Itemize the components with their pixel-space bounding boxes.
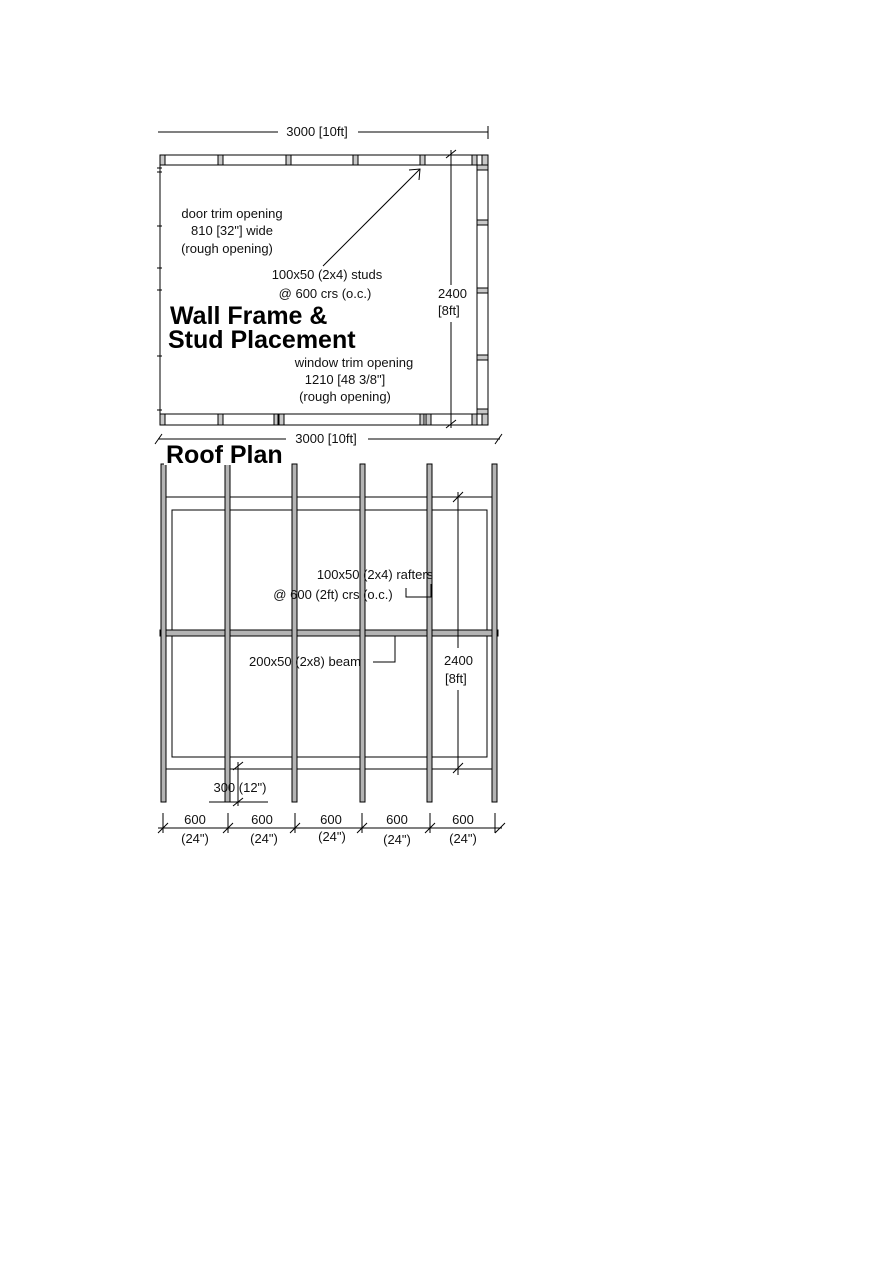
- rafter: [360, 464, 365, 802]
- bottom-plate-studs: [160, 414, 488, 425]
- stud: [477, 409, 488, 414]
- roof-plan-diagram: [155, 431, 505, 847]
- stud: [286, 155, 291, 165]
- stud: [482, 155, 488, 165]
- rafter: [292, 464, 297, 802]
- rafter: [225, 464, 230, 802]
- stud: [482, 414, 488, 425]
- door-opening-line-1: door trim opening: [181, 206, 283, 221]
- top-plate-studs: [160, 155, 488, 165]
- studs-leader-line: [323, 169, 420, 266]
- spacing-mm-5: 600: [452, 812, 474, 827]
- side-wall-studs: [477, 165, 488, 414]
- wall-height-label-1: 2400: [438, 286, 467, 301]
- stud: [477, 165, 488, 170]
- stud: [279, 414, 284, 425]
- stud: [420, 155, 425, 165]
- rafter: [427, 464, 432, 802]
- spacing-in-4: (24"): [383, 832, 411, 847]
- stud: [477, 288, 488, 293]
- stud: [472, 155, 477, 165]
- wall-width-dim-label: 3000 [10ft]: [286, 124, 348, 139]
- stud: [477, 220, 488, 225]
- spacing-mm-4: 600: [386, 812, 408, 827]
- spacing-mm-3: 600: [320, 812, 342, 827]
- beam-leader: [373, 636, 395, 662]
- rafter: [492, 464, 497, 802]
- stud: [472, 414, 477, 425]
- spacing-in-3: (24"): [318, 829, 346, 844]
- stud: [160, 155, 165, 165]
- rafter: [161, 464, 166, 802]
- stud: [477, 355, 488, 360]
- overhang-label: 300 (12"): [213, 780, 267, 795]
- studs-label-line-1: 100x50 (2x4) studs: [271, 267, 383, 282]
- roof-height-label-2: [8ft]: [445, 671, 467, 686]
- wall-frame-title-line-2: Stud Placement: [168, 326, 356, 354]
- wall-frame-diagram: [157, 124, 488, 428]
- window-opening-line-3: (rough opening): [299, 389, 391, 404]
- roof-height-label-1: 2400: [444, 653, 473, 668]
- wall-height-label-2: [8ft]: [438, 303, 460, 318]
- spacing-mm-1: 600: [184, 812, 206, 827]
- studs-label-line-2: @ 600 crs (o.c.): [278, 286, 372, 301]
- stud: [274, 414, 278, 425]
- stud: [160, 414, 165, 425]
- door-opening-line-3: (rough opening): [181, 241, 273, 256]
- spacing-in-2: (24"): [250, 831, 278, 846]
- stud: [353, 155, 358, 165]
- rafters-label-line-1: 100x50 (2x4) rafters: [316, 567, 434, 582]
- stud: [426, 414, 431, 425]
- spacing-mm-2: 600: [251, 812, 273, 827]
- spacing-in-1: (24"): [181, 831, 209, 846]
- spacing-labels: [180, 812, 479, 847]
- roof-beam: [160, 630, 498, 636]
- window-opening-line-1: window trim opening: [294, 355, 414, 370]
- stud: [218, 155, 223, 165]
- rafters-label-line-2: @ 600 (2ft) crs (o.c.): [273, 587, 393, 602]
- wall-frame-title-line-1: Wall Frame &: [170, 302, 328, 330]
- roof-plan-title: Roof Plan: [166, 441, 283, 469]
- spacing-in-5: (24"): [449, 831, 477, 846]
- stud: [420, 414, 424, 425]
- beam-label: 200x50 (2x8) beam: [248, 654, 362, 669]
- door-opening-line-2: 810 [32"] wide: [191, 223, 273, 238]
- stud: [218, 414, 223, 425]
- roof-width-dim-label: 3000 [10ft]: [295, 431, 357, 446]
- window-opening-line-2: 1210 [48 3/8"]: [304, 372, 386, 387]
